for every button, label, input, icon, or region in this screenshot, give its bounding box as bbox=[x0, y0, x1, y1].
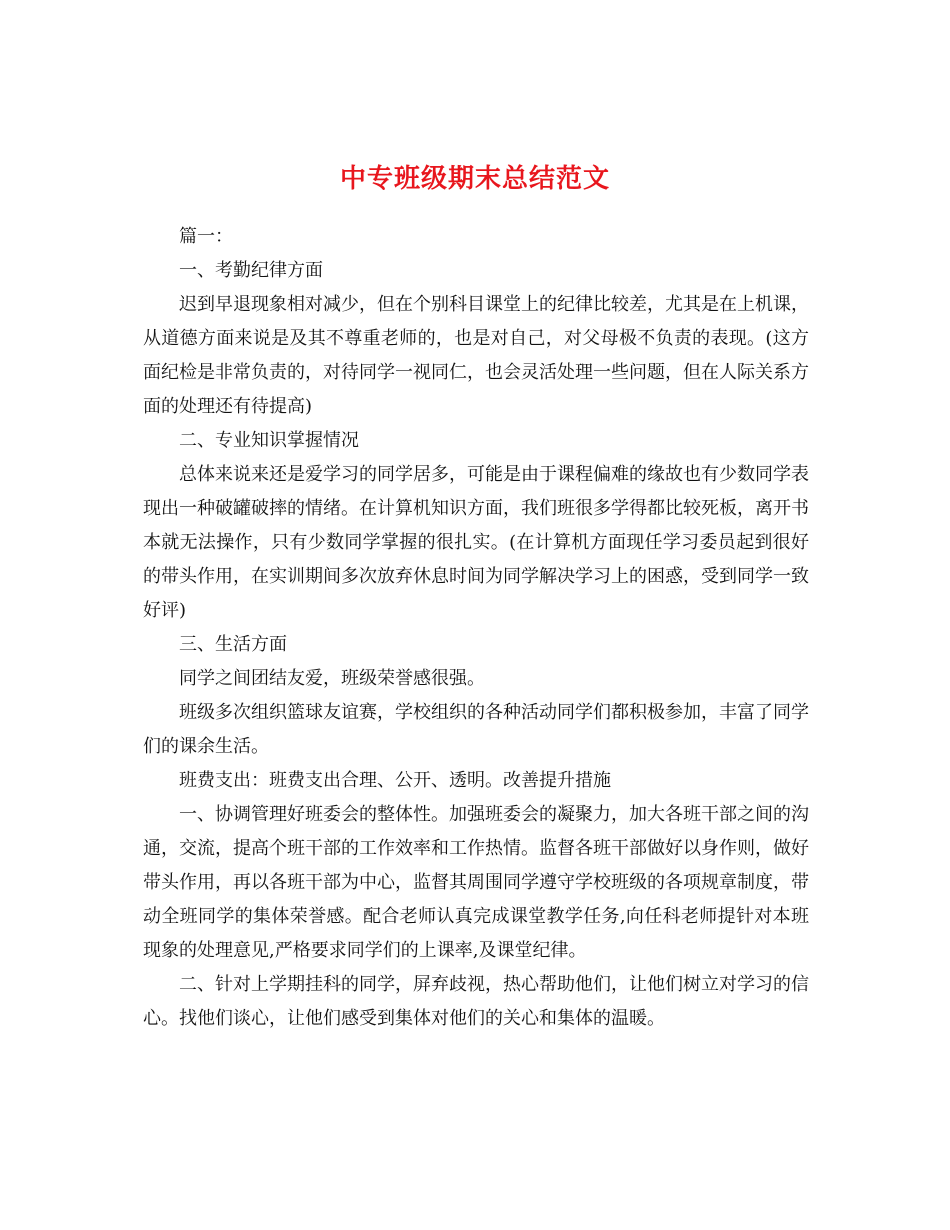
heading-life: 三、生活方面 bbox=[179, 634, 287, 655]
paragraph-measure-two: 二、针对上学期挂科的同学，屏弃歧视，热心帮助他们，让他们树立对学习的信心。找他们谈心，让他们感受到集体对他们的关心和集体的温暖。 bbox=[143, 974, 809, 1029]
heading-attendance-discipline: 一、考勤纪律方面 bbox=[179, 260, 323, 281]
paragraph-professional-knowledge: 总体来说来还是爱学习的同学居多，可能是由于课程偏难的缘故也有少数同学表现出一种破罐破摔的情绪。在计算机知识方面，我们班很多学得都比较死板，离开书本就无法操作，只有少数同学掌握的很扎实。(在计算机方面现任学习委员起到很好的带头作用，在实训期间多次放弃休息时间为同学解决学习上的困惑，受到同学一致好评) bbox=[143, 464, 809, 621]
paragraph-unity: 同学之间团结友爱，班级荣誉感很强。 bbox=[179, 668, 485, 689]
document-body bbox=[143, 220, 809, 1036]
paragraph-measure-one: 一、协调管理好班委会的整体性。加强班委会的凝聚力，加大各班干部之间的沟通，交流，提高个班干部的工作效率和工作热情。监督各班干部做好以身作则，做好带头作用，再以各班干部为中心，监督其周围同学遵守学校班级的各项规章制度，带动全班同学的集体荣誉感。配合老师认真完成课堂教学任务,向任科老师提针对本班现象的处理意见,严格要求同学们的上课率,及课堂纪律。 bbox=[143, 804, 809, 961]
heading-professional-knowledge: 二、专业知识掌握情况 bbox=[179, 430, 359, 451]
paragraph-class-fund: 班费支出：班费支出合理、公开、透明。改善提升措施 bbox=[179, 770, 611, 791]
paragraph-attendance-discipline: 迟到早退现象相对减少，但在个别科目课堂上的纪律比较差，尤其是在上机课，从道德方面来说是及其不尊重老师的，也是对自己，对父母极不负责的表现。(这方面纪检是非常负责的，对待同学一视同仁，也会灵活处理一些问题，但在人际关系方面的处理还有待提高) bbox=[143, 294, 809, 417]
paragraph-activities: 班级多次组织篮球友谊赛，学校组织的各种活动同学们都积极参加，丰富了同学们的课余生活。 bbox=[143, 702, 809, 757]
document-title: 中专班级期末总结范文 bbox=[339, 164, 610, 195]
paragraph-section-label: 篇一： bbox=[179, 226, 233, 247]
